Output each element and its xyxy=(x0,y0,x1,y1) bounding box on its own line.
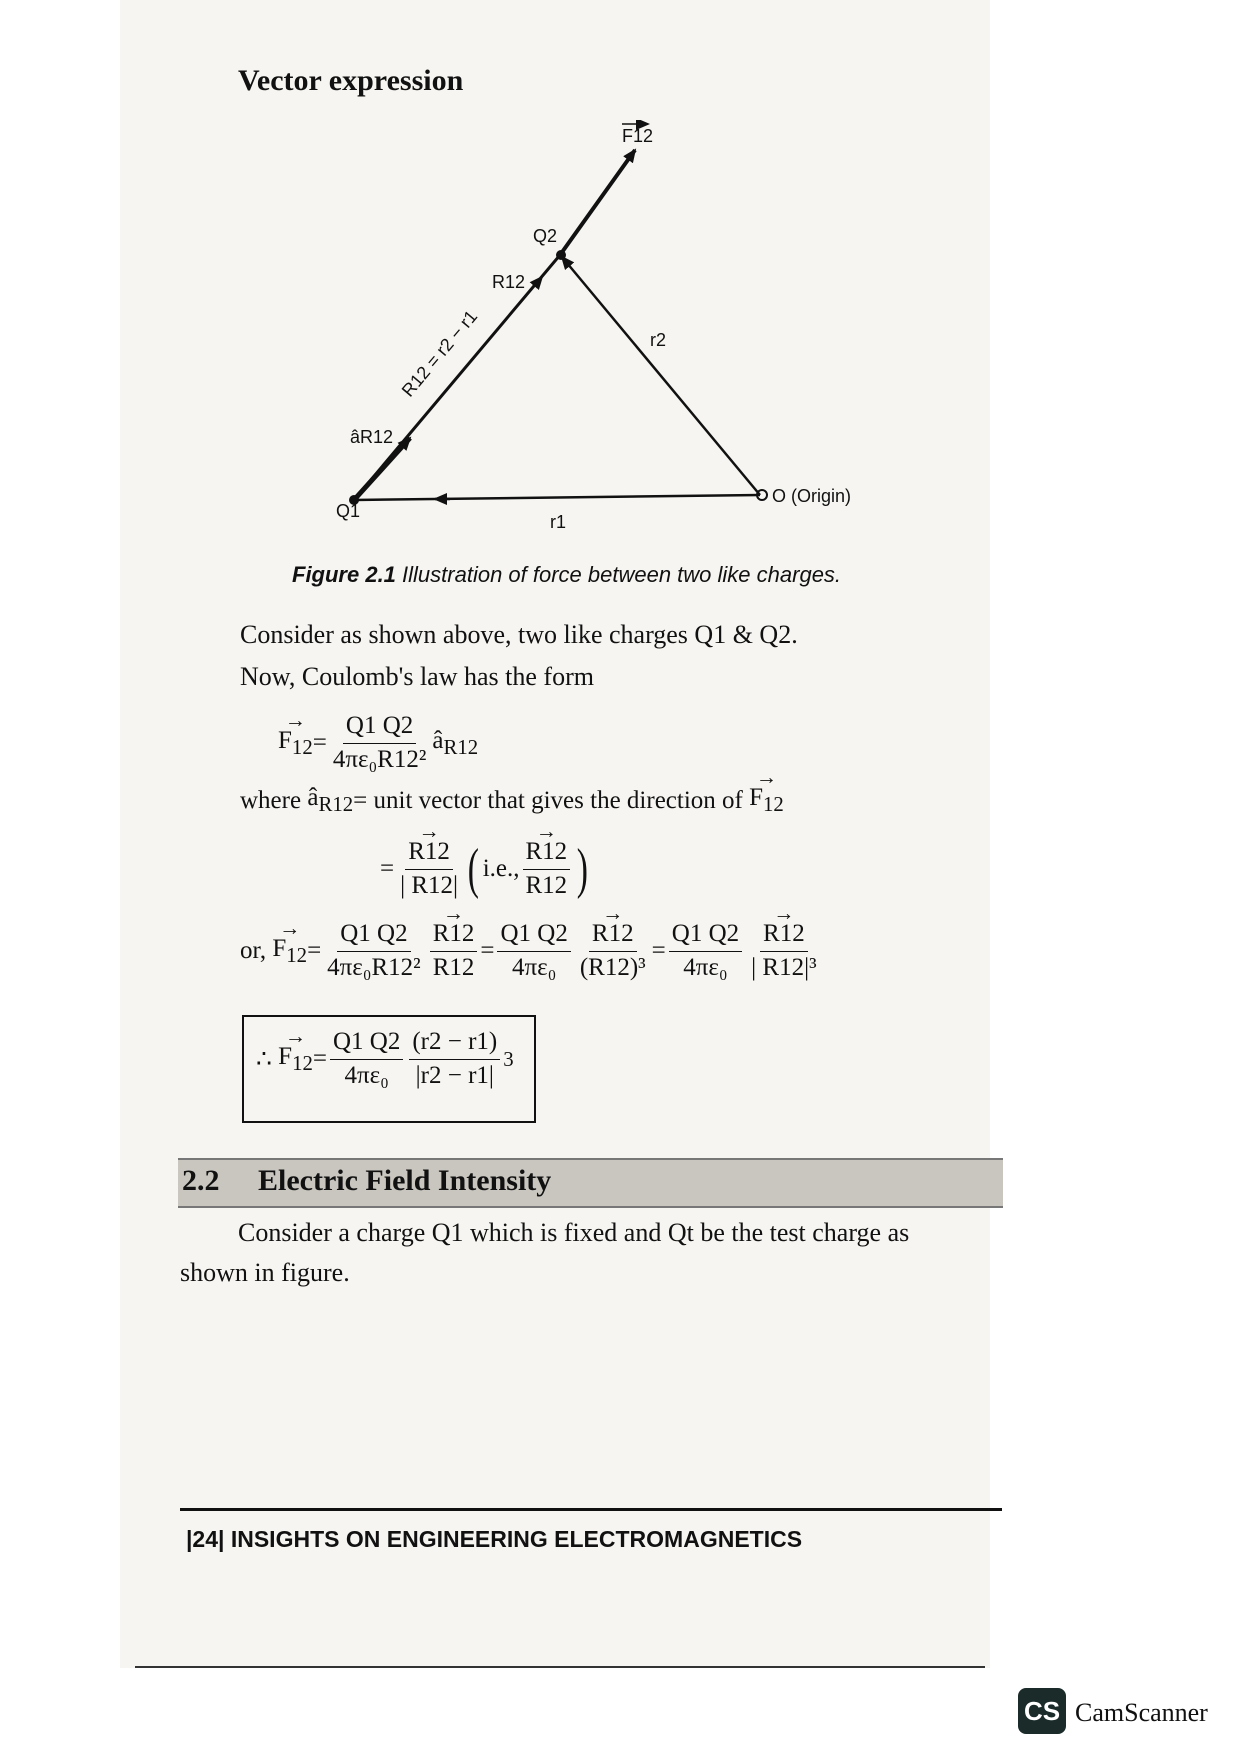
r2-line xyxy=(562,257,760,495)
label-origin: O (Origin) xyxy=(772,486,852,506)
or-prefix: or, xyxy=(240,937,267,965)
power: 3 xyxy=(503,1046,514,1071)
figure-caption xyxy=(292,562,841,588)
fraction: → $\frac{R12}{\text{(R12)³}}$ xyxy=(577,920,649,983)
camscanner-logo: CS xyxy=(1018,1688,1066,1734)
page-footer: |24| INSIGHTS ON ENGINEERING ELECTROMAGNETICS xyxy=(186,1526,803,1552)
q2-point xyxy=(556,250,566,260)
unit-vector: $â_{R12}$ xyxy=(432,726,479,759)
force-diagram xyxy=(330,120,860,540)
camscanner-text: CamScanner xyxy=(1075,1698,1208,1727)
label-a-r12: âR12 xyxy=(350,427,394,447)
footer-rule xyxy=(180,1508,1002,1511)
figure-caption-text: Illustration of force between two like charges. xyxy=(395,562,842,587)
page-edge-line xyxy=(135,1666,985,1668)
equals-sign: = xyxy=(307,937,322,965)
equals-sign: = xyxy=(312,1045,327,1073)
a-r12-arrow xyxy=(354,438,410,500)
therefore-sign: ∴ xyxy=(256,1046,272,1074)
equals-sign: = xyxy=(651,937,666,965)
paragraph-charge: Consider a charge Q1 which is fixed and Qt be the test charge as xyxy=(238,1218,910,1247)
heading-vector-expression: Vector expression xyxy=(238,64,464,97)
fraction: $\frac{Q1 Q2}{\text{4πε₀}}$ xyxy=(497,920,570,983)
equation-result xyxy=(256,1028,514,1091)
fraction: → $\frac{R12}{\text{| R12|³}}$ xyxy=(748,920,819,983)
label-q1: Q1 xyxy=(336,501,361,521)
where-word: where xyxy=(240,786,302,814)
fraction: → $\frac{R12}{R12}$ xyxy=(523,838,571,901)
fraction: $\frac{Q1 Q2}{\text{4πε₀}}$ xyxy=(330,1028,403,1091)
label-f12: F12 xyxy=(622,126,654,146)
figure-label: Figure 2.1 xyxy=(292,562,396,587)
paragraph-consider: Consider as shown above, two like charges Q1 & Q2. xyxy=(240,620,798,649)
fraction: $\frac{(r2 - r1)}{|r2 - r1|}$ xyxy=(409,1028,500,1091)
where-text: = unit vector that gives the direction of xyxy=(353,786,743,814)
ie-text: i.e., xyxy=(482,855,520,883)
section-number: 2.2 xyxy=(182,1164,220,1197)
label-q2: Q2 xyxy=(533,226,558,246)
equals-sign: = xyxy=(380,855,395,883)
paragraph-coulomb: Now, Coulomb's law has the form xyxy=(240,662,594,691)
label-r12-expr: R12 = r2 − r1 xyxy=(397,306,482,401)
equation-coulomb xyxy=(278,712,478,775)
equals-sign: = xyxy=(312,729,327,757)
fraction: $\frac{Q1 Q2}{\text{4πε₀}}$ xyxy=(669,920,742,983)
paragraph-charge-cont: shown in figure. xyxy=(180,1258,350,1287)
label-r12: R12 xyxy=(492,272,526,292)
f12-symbol: → $F_{12}$ xyxy=(749,784,784,817)
f12-symbol: → $F_{12}$ xyxy=(272,935,307,968)
f12-arrow xyxy=(560,150,635,255)
fraction: $\frac{Q1 Q2}{\text{4πε₀R12²}}$ xyxy=(327,920,421,981)
label-r2: r2 xyxy=(650,330,667,350)
section-title: Electric Field Intensity xyxy=(258,1164,552,1197)
f12-symbol: → $F_{12}$ xyxy=(278,727,313,760)
fraction: $\frac{Q1 Q2}{\text{4πε₀R12²}}$ xyxy=(332,712,427,773)
equation-where xyxy=(240,784,784,817)
label-r1: r1 xyxy=(550,512,567,532)
equation-unit-vector: = → $\frac{R12}{| R12|}$ ( i.e., → $\frac{R12}{R12}$ ) xyxy=(380,838,592,901)
r1-line xyxy=(354,495,760,500)
equation-expanded xyxy=(240,920,823,983)
equals-sign: = xyxy=(480,937,495,965)
fraction: → $\frac{R12}{| R12|}$ xyxy=(397,838,461,901)
unit-vector: $â_{R12}$ xyxy=(307,784,354,816)
f12-symbol: → $F_{12}$ xyxy=(278,1043,313,1076)
fraction: → $\frac{R12}{R12}$ xyxy=(430,920,478,983)
